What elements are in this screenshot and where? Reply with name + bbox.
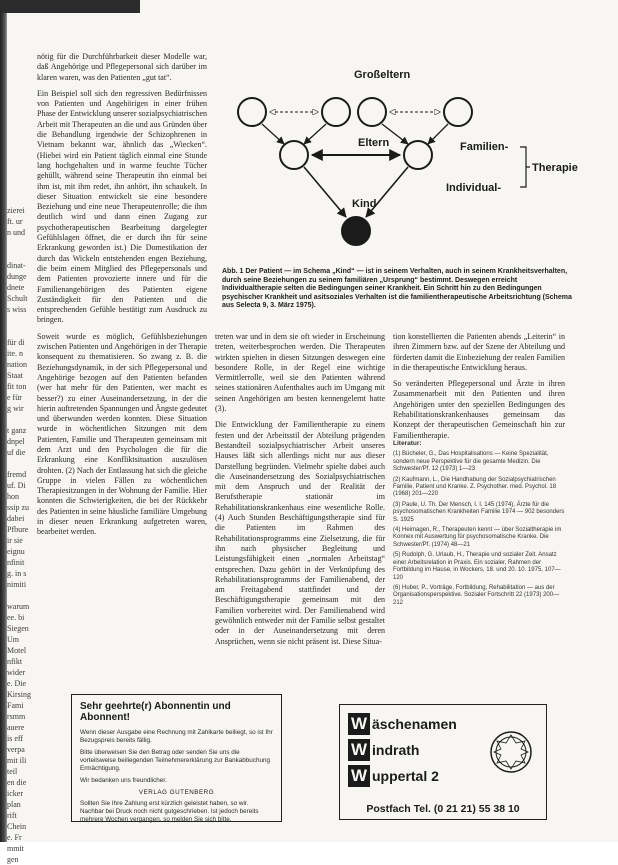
scan-top-bar: [0, 0, 140, 13]
bleed-line: fremd: [7, 470, 27, 479]
literature-item: (4) Heimagen, R., Therapeuten kennt — über Sozialtherapie im Konnex mit Auswertung für psychosomatische Kranke. Die Schwester/Pf. (1974) 48—21: [393, 527, 562, 548]
ad-row-2-word: indrath: [372, 742, 420, 758]
bleed-line: [7, 326, 33, 337]
ad-row-2: [348, 739, 419, 761]
col2-paragraph: Die Entwicklung der Familientherapie zu einem festen und der Arbeitsstil der Abteilung prägenden Bestandteil sozialpsychiatrischer Arbeit unseres Hauses läßt sich allerdings nicht nur aus dieser Darstellung begründen. Vielmehr spielte dabei auch die Auseinandersetzung des Sozialpsychiatrischen mit dem Anspruch und der Realität der Berufstherapie stationär im Rehabilitationskrankenhaus eine wesentliche Rolle. (4) Auch Stunden Beschäftigungstherapie sind für die Patienten im Rahmen des Rehabilitationsprogramms eine Zielsetzung, die für ihn nach physischer Begleitung und Leistungsfähigkeit einen „normalen Arbeitstag“ entsprechen. Dazu gehört in der Verknüpfung des Rehabilitationsprogramms der Familienabend, der am Freitagabend stattfindet und der Beschäftigungstherapie gemeinsam mit den Familien vorbereitet wird. Der Familienabend wird gewöhnlich entweder mit der Familie selbst gestaltet oder in der Auseinandersetzung mit deren Ansprüchen, wenn sie nicht präsent ist. Diese Situa-: [215, 420, 385, 646]
bleed-line: t ganz: [7, 426, 27, 435]
bleed-line: [7, 414, 33, 425]
bleed-line: hon: [7, 492, 19, 501]
bleed-line: ir sie: [7, 536, 23, 545]
bleed-line: Pfbure: [7, 525, 29, 534]
subscription-paragraph-3: Wir bedanken uns freundlicher.: [80, 777, 167, 784]
bleed-line: uf die: [7, 448, 26, 457]
bleed-line: nimiti: [7, 580, 27, 589]
bleed-line: zierei: [7, 206, 25, 215]
bleed-line: Kirsing: [7, 690, 31, 699]
col1-paragraph: Soweit wurde es möglich, Gefühlsbeziehungen zwischen Patienten und Angehörigen in der Therapie konsequent zu thematisieren. So zwang z. B. die Beziehungsdynamik, in der sich Pflegepersonal und Angehörige bezogen auf den Patienten befanden (wer hat mehr für den Patienten, wer macht es besser?) zu einer Auseinandersetzung, in der die hierin auftretenden Spannungen und Ängste gedeutet und überwunden werden konnten. Diese Situation wurde in wöchentlichen Sitzungen mit dem Patienten, Familie und Therapeuten gemeinsam mit dem Arzt und den Psychologen die für die Erkrankung eine Konfliktsituation auszulösen drohten. (2) Nach der Entlassung hat sich die gleiche Gruppe in vielen Fällen zu wöchentlichen Therapiesitzungen in der Wohnung der Familie. Hier konnten die Schwierigkeiten, die bei der Rückkehr des Patienten in seine häusliche familiäre Umgebung in dieser neuen Erkrankung aufgetreten waren, bearbeitet werden.: [37, 331, 207, 537]
bleed-line: e für: [7, 393, 22, 402]
bleed-line: mit ili: [7, 756, 27, 765]
company-logo-icon: [488, 729, 534, 775]
relation-parent-right-child: [366, 167, 408, 217]
label-kind: Kind: [352, 198, 377, 210]
bleed-line: ft. ur: [7, 217, 23, 226]
child-circle: [342, 217, 370, 245]
company-contact: Postfach Tel. (0 21 21) 55 38 10: [366, 803, 520, 815]
ad-row-1-word: äschenamen: [372, 716, 457, 732]
bleed-line: g. in s: [7, 569, 27, 578]
bleed-line: s wiss: [7, 305, 27, 314]
label-therapie: Therapie: [532, 162, 578, 174]
bleed-line: icker: [7, 789, 23, 798]
relation-gp4-parent: [428, 124, 448, 144]
bleed-line: nation: [7, 360, 27, 369]
bleed-line: en die: [7, 778, 27, 787]
col1-paragraph: nötig für die Durchführbarkeit dieser Modelle war, daß Angehörige und Pflegepersonal sich darüber im klaren waren, was den Patienten „gut tat“.: [37, 52, 207, 82]
bleed-line: gen: [7, 855, 19, 864]
ad-row-3: [348, 765, 439, 787]
grandparent-circle-3: [358, 98, 386, 126]
bleed-line: [7, 315, 33, 326]
grandparent-circle-1: [238, 98, 266, 126]
bleed-line: Um: [7, 635, 19, 644]
literature-item: (3) Paule, U. Th. Der Mensch, I. I. 145 (1974), Ärzte für die psychosomatischen Krankheiten Familie 1974 — 902 besonders S. 1925: [393, 501, 565, 523]
bleed-line: plan: [7, 800, 21, 809]
company-advertisement: [339, 704, 547, 820]
bleed-line: dabei: [7, 514, 25, 523]
bleed-line: ee. bi: [7, 613, 25, 622]
bleed-line: [7, 238, 33, 249]
bleed-line: dnpel: [7, 437, 25, 446]
subscription-paragraph-4: Sollten Sie Ihre Zahlung erst kürzlich geleistet haben, so wir. Nachbar bei Druck noch nicht gutgeschrieben. Ist jedoch bereits mehrere Wochen vergangen, so melden Sie sich bitte.: [80, 800, 259, 823]
label-eltern: Eltern: [358, 137, 390, 149]
subscription-sender: VERLAG GUTENBERG: [138, 789, 215, 796]
bleed-line: uf. Di: [7, 481, 26, 490]
subscription-heading: Sehr geehrte(r) Abonnentin und Abonnent!: [80, 701, 231, 723]
bleed-line: auere: [7, 723, 25, 732]
text-column-1: [37, 52, 207, 544]
col1-paragraph: Ein Beispiel soll sich den regressiven Bedürfnissen von Patienten und Angehörigen in einer frühen Phase der Entwicklung unserer sozialpsychiatrischen Arbeit mit Therapeuten an die und aus Gründen über die Behandlung irgendwie der Schizophrenen in Vietnam bekannt war, ähnlich das „Wiecken“. (Hiebei wird ein Patient täglich einmal eine Stunde lang hochgehalten und in warme feuchte Tücher gehüllt, während seine Therapeutin ihn einmal bei ihm ist, mit ihm redet, ihn anhört, ihn schaukelt. In dieser Situation entwickelt sie eine besondere Beziehung und eine neue Therapeutenrolle; die ihm deutlich wird und dann einen Zugang zur psychotherapeutischen Bearbeitung dargelegter Gefühlslagen öffnet, die er durch ihn für seine Erkrankung geworden ist.) Die Domestikation der durch das Wickeln entstehenden engen Beziehung, die beim einem Mitglied des Pflegepersonals und dem Patienten provozierte innere und für die Familienangehörigen des Patienten eigene Zuständigkeit für den Patienten und die entsprechenden Gefühle bestätigt zum Ausdruck zu bringen.: [37, 88, 207, 325]
literature-item: (5) Rudolph, G. Urlaub, H., Therapie und sozialer Zeit. Ansatz einer Arbeitsrelation in Praxis. Ein sozialer, Rahmen der Fortbildung im Hause, in Wockers, 18. und 20. 10. 1975, 107—120: [393, 552, 561, 581]
bleed-line: teil: [7, 767, 18, 776]
grandparent-circle-2: [322, 98, 350, 126]
subscription-paragraph-1: Wenn dieser Ausgabe eine Rechnung mit Zahlkarte beiliegt, so ist Ihr Bezugspreis bereits fällig.: [80, 729, 273, 744]
subscription-notice: [71, 694, 282, 822]
bleed-line: dinat-: [7, 261, 26, 270]
literature-title: Literatur:: [393, 440, 422, 447]
text-column-3: [393, 332, 565, 447]
bleed-line: Siegen: [7, 624, 29, 633]
bleed-line: n und: [7, 228, 25, 237]
bleed-line: dunge: [7, 272, 27, 281]
text-column-2: [215, 332, 385, 653]
family-therapy-diagram: [222, 55, 578, 255]
bleed-line: verpa: [7, 745, 25, 754]
bleed-line: für di: [7, 338, 25, 347]
literature-item: (1) Bücheler, G., Das Hospitalisations — Keine Spezialität, sondern neue Perspektive für die gesamte Medizin. Die Schwester/Pf. 12 (1973) 1—23: [393, 451, 549, 473]
bleed-line: ssip zu: [7, 503, 29, 512]
label-grosseltern: Großeltern: [354, 69, 411, 81]
scan-edge-shadow: [0, 0, 7, 842]
bleed-line: Fami: [7, 701, 24, 710]
label-individual: Individual-: [446, 182, 501, 194]
therapy-bracket: [520, 147, 530, 187]
bleed-line: nfikt: [7, 657, 23, 666]
bleed-line: Motel: [7, 646, 27, 655]
bleed-line: mmit: [7, 844, 24, 853]
col3-paragraph: tion konstellierten die Patienten abends „Leiterin“ in ihren Zimmern bzw. auf der Szene der Abteilung und förderten damit die Einbeziehung der realen Familien in die therapeutische Entwicklung heraus.: [393, 332, 565, 372]
ad-row-3-initial: W: [348, 765, 370, 787]
ad-row-3-word: uppertal 2: [372, 768, 439, 784]
bleed-line: is eff: [7, 734, 24, 743]
ad-row-1: [348, 713, 457, 735]
ad-row-1-initial: W: [348, 713, 370, 735]
bleed-line: rsmm: [7, 712, 26, 721]
literature-list: [393, 440, 565, 610]
bleed-line: wider: [7, 668, 26, 677]
bleed-line: [7, 590, 33, 601]
literature-item: (6) Huber, P., Vorträge, Fortbildung, Rehabilitation — aus der Organisationsperspektive. Sozialer Fortschritt 22 (1973) 200—212: [393, 584, 560, 606]
bleed-line: eignu: [7, 547, 25, 556]
col2-paragraph: treten war und in dem sie oft wieder in Erscheinung treten, weiterbesprochen werden. Die Therapeuten wirkten spielten in diesen Sitzungen deswegen eine besondere Rolle, in der Regel eine wichtige Vermittlerrolle, weil sie den Patienten während seines stationären Aufenthaltes auch im Umgang mit seinen Angehörigen am besten kennengelernt hatte (3).: [215, 332, 385, 414]
bleed-line: ite. n: [7, 349, 23, 358]
bleed-line: Chein: [7, 822, 27, 831]
bleed-line: [7, 458, 33, 469]
relation-gp1-parent: [262, 124, 284, 144]
label-familien: Familien-: [460, 141, 509, 153]
ad-row-2-initial: W: [348, 739, 370, 761]
bleed-line: g wir: [7, 404, 24, 413]
bleed-line: rift: [7, 811, 17, 820]
relation-gp2-parent: [304, 124, 326, 144]
grandparent-circle-4: [444, 98, 472, 126]
parent-circle-left: [280, 141, 308, 169]
figure-caption: Abb. 1 Der Patient — im Schema „Kind“ — ist in seinem Verhalten, auch in seinem Krankheitsverhalten, durch seine Beziehungen zu seinem familiären „Ursprung“ bestimmt. Deswegen erreicht Individualtherapie selten die Bedingungen seiner Krankheit. Ein Schritt hin zu den Bedingungen psychischer Krankheit und asitsoziales Verhalten ist die familientherapeutische Arbeitsrichtung (Schema aus Selecta 9, 3. März 1975).: [222, 268, 572, 310]
subscription-paragraph-2: Bitte überweisen Sie den Betrag oder senden Sie uns die vorteilsweise beiliegenden Teilnehmererklärung zur Bankabbuchung Ermächtigung.: [80, 749, 270, 772]
bleed-line: e. Die: [7, 679, 27, 688]
literature-item: (2) Kaufmann, L., Die Handhabung der Sozialpsychiatrischen Familie, Patient und Kranke. Z. Psychother. med. Psychol. 18 (1968) 201—220: [393, 476, 557, 498]
previous-page-bleed-text: [7, 205, 33, 864]
bleed-line: e. Fr: [7, 833, 22, 842]
bleed-line: Staat: [7, 371, 23, 380]
col3-paragraph: So veränderten Pflegepersonal und Ärzte in ihren Zusammenarbeit mit den Patienten und ihren Angehörigen unter den speziellen Bedingungen des Rehabilitationskrankenhauses gemeinsam das Konzept der therapeutischen Gemeinschaft hin zur Familientherapie.: [393, 379, 565, 440]
relation-parent-left-child: [304, 167, 346, 217]
bleed-line: warum: [7, 602, 30, 611]
bleed-line: nfinit: [7, 558, 25, 567]
bleed-line: Schult: [7, 294, 28, 303]
parent-circle-right: [404, 141, 432, 169]
bleed-line: fit ton: [7, 382, 27, 391]
bleed-line: [7, 249, 33, 260]
bleed-line: dnete: [7, 283, 25, 292]
